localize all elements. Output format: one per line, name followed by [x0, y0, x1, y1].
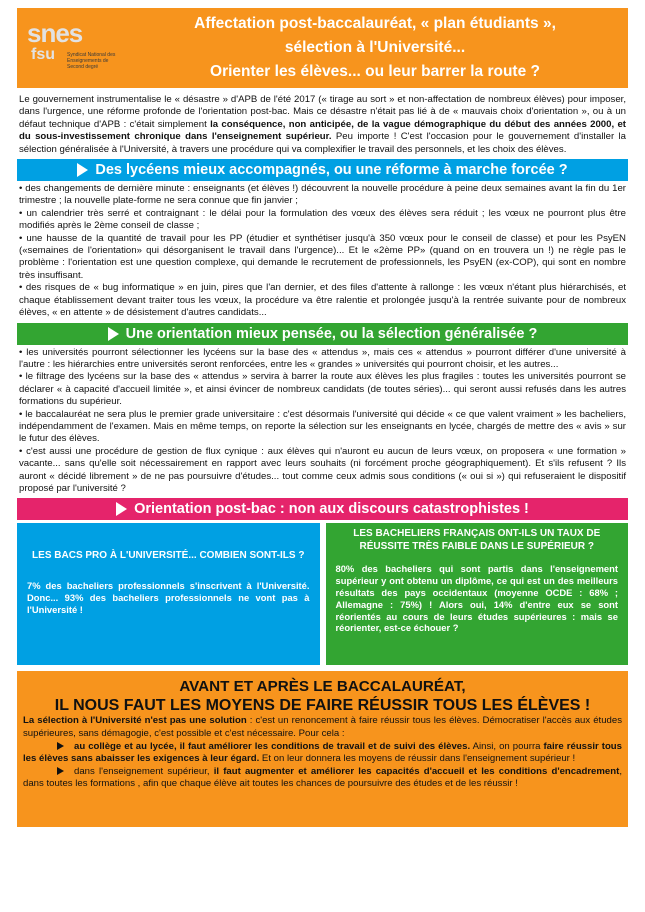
header-title-line2: sélection à l'Université... [284, 39, 466, 56]
header-titles [135, 12, 615, 84]
footer-paragraph-1 [23, 715, 622, 740]
logo-snes-text: snes [27, 18, 83, 48]
play-triangle-icon [77, 163, 88, 177]
intro-paragraph [17, 94, 628, 156]
success-rate-box-text: 80% des bacheliers qui sont partis dans l'enseignement supérieur y ont obtenu un diplôme, ce qui est un des meilleurs résultats des pays occidentaux (moyenne OCDE : 68% ; Allemagne : 75%) ! Alors oui, 14% d'entre eux se sont réorientés au cours de leurs études supérieures : mais se réorienter, est-ce échouer ? [335, 563, 618, 634]
footer-p3-text-2: , dans toutes les formations , afin que chaque élève ait toutes les chances de poursuivre des études et de les réussir ! [23, 765, 622, 790]
footer-p1-text: : c'est un renoncement à faire réussir tous les élèves. Démocratiser l'accès aux études supérieures, sans démagogie, c'est possible et c'est nécessaire. Pour cela : [23, 715, 623, 739]
bullet-item: • un calendrier très serré et contraignant : le délai pour la formulation des vœux des élèves sera réduit ; les vœux ne pourront plus être modifiés après le 2ème conseil de classe ; [19, 207, 626, 232]
bac-pro-box-title: LES BACS PRO À L'UNIVERSITÉ... COMBIEN SONT-ILS ? [32, 550, 305, 562]
fact-boxes [17, 523, 628, 665]
section2-bullets [17, 347, 628, 496]
bac-pro-box [17, 523, 320, 665]
bullet-item: • les universités pourront sélectionner les lycéens sur la base des « attendus », mais ces « attendus » pourront différer d'une université à l'autre : les hiérarchies entre universités seront renforcées, entre les « grandes » universités qui pourront choisir, et les autres... [19, 346, 626, 370]
footer-p3-bold: il faut augmenter et améliorer les capacités d'accueil et les conditions d'encadrement [213, 765, 620, 777]
arrow-right-icon [57, 767, 64, 775]
section1-title: Des lycéens mieux accompagnés, ou une réforme à marche forcée ? [95, 162, 568, 179]
footer-title-2: IL NOUS FAUT LES MOYENS DE FAIRE RÉUSSIR TOUS LES ÉLÈVES ! [54, 697, 591, 715]
header-title-line3: Orienter les élèves... ou leur barrer la route ? [210, 63, 540, 80]
snes-fsu-logo [27, 18, 123, 80]
play-triangle-icon [116, 502, 127, 516]
footer-paragraph-3 [23, 766, 622, 791]
section1-bullets [17, 183, 628, 319]
intro-text-1: Le gouvernement instrumentalise le « désastre » d'APB de l'été 2017 (« tirage au sort » et non-affectation de nombreux élèves) pour imposer, dans l'urgence, une réforme profonde de l'orientation post-bac. Mais ce désastre n'était pas lié à de « mauvais choix d'orientation », ou à un défaut technique d'APB : c'était simplement [19, 94, 626, 130]
logo-fsu-text: fsu [31, 46, 55, 63]
bullet-item: • des changements de dernière minute : enseignants (et élèves !) découvrent la nouvelle procédure à peine deux semaines avant la fin du 1er trimestre ; la nouvelle plate-forme ne sera connue que fin janvier ; [19, 183, 626, 207]
footer-box [17, 671, 628, 827]
footer-p2-text-2: Et on leur donnera les moyens de réussir dans l'enseignement supérieur ! [259, 753, 576, 765]
intro-bold: la conséquence, non anticipée, de la vague démographique du début des années 2000, et du sous-investissement chronique dans l'enseignement supérieur. [19, 118, 626, 143]
bullet-item: • le baccalauréat ne sera plus le premier grade universitaire : c'est désormais l'université qui décide « ce que valent vraiment » les bacheliers, indépendamment de l'examen. Mais en même temps, on reporte la sélection sur les enseignants en lycée, chargés de mettre des « avis » sur le futur des élèves. [19, 408, 626, 445]
success-rate-box-title: LES BACHELIERS FRANÇAIS ONT-ILS UN TAUX DE RÉUSSITE TRÈS FAIBLE DANS LE SUPÉRIEUR ? [353, 528, 601, 553]
intro-text-2: Peu importe ! C'est l'occasion pour le gouvernement d'installer la sélection généralisée à l'Université, à travers une procédure qui va complexifier le travail des personnels, et les choix des élèves. [19, 131, 626, 155]
footer-title-1: AVANT ET APRÈS LE BACCALAURÉAT, [179, 678, 466, 696]
bac-pro-box-text: 7% des bacheliers professionnels s'inscrivent à l'Université. Donc... 93% des bacheliers professionnels ne vont pas à l'Université ! [27, 580, 310, 615]
footer-p3-text: dans l'enseignement supérieur, [74, 765, 214, 777]
bullet-item: • des risques de « bug informatique » en juin, pires que l'an dernier, et des files d'attente à rallonge : les vœux n'étant plus hiérarchisés, et chaque établissement devant traiter tous les vœux, la procédure va être ralentie et prolongée jusqu'à la rentrée suivante pour de nombreux élèves, « en attente » de désistement d'autres candidats... [19, 282, 626, 319]
footer-paragraph-2 [23, 741, 622, 766]
section3-bar [17, 498, 628, 520]
bullet-item: • une hausse de la quantité de travail pour les PP (étudier et synthétiser jusqu'à 350 vœux pour le conseil de classe) et pour les PsyEN («semaines de l'orientation» qui désorganisent le travail dans l'urgence)... Et le «2ème PP» (quand on en trouvera un !) ne règle pas le problème : l'orientation est une question complexe, qui demande le recrutement de professionnels, les PsyEN (ex-COP), qui sont en nombre très insuffisant. [19, 232, 626, 281]
section1-bar [17, 159, 628, 181]
play-triangle-icon [108, 327, 119, 341]
section2-bar [17, 323, 628, 345]
header-banner [17, 8, 628, 88]
bullet-item: • c'est aussi une procédure de gestion de flux cynique : aux élèves qui n'auront eu aucun de leurs vœux, on proposera « une formation » vacante... sans qu'elle soit nécessairement en rapport avec leurs souhaits (ni forcément proche géographiquement). Et s'ils refusent ? Ils auront « décidé librement » de ne pas poursuivre d'études... tout comme ceux admis sous conditions (« oui si ») qui refuseraient le dispositif proposé par l'université ? [19, 445, 626, 494]
footer-p2-bold-2: faire réussir tous les élèves sans abaisser les exigences à leur égard. [23, 740, 622, 765]
arrow-right-icon [57, 742, 64, 750]
footer-p2-bold: au collège et au lycée, il faut améliorer les conditions de travail et de suivi des élèves. [74, 740, 471, 752]
bullet-item: • le filtrage des lycéens sur la base des « attendus » servira à barrer la route aux élèves les plus fragiles : toutes les universités pourront se déclarer « à capacité d'accueil limitée », et ainsi évincer de nombreux candidats (de toutes séries)... qui seront aussi refusés dans les autres formations du supérieur. [19, 371, 626, 408]
footer-p1-bold: La sélection à l'Université n'est pas une solution [23, 715, 247, 727]
success-rate-box [326, 523, 629, 665]
section3-title: Orientation post-bac : non aux discours catastrophistes ! [134, 501, 529, 518]
header-title-line1: Affectation post-baccalauréat, « plan étudiants », [194, 15, 556, 32]
footer-p2-text: Ainsi, on pourra [470, 740, 544, 752]
section2-title: Une orientation mieux pensée, ou la sélection généralisée ? [125, 325, 538, 342]
logo-subtitle: Syndicat National des Enseignements de Second degré [67, 52, 116, 70]
